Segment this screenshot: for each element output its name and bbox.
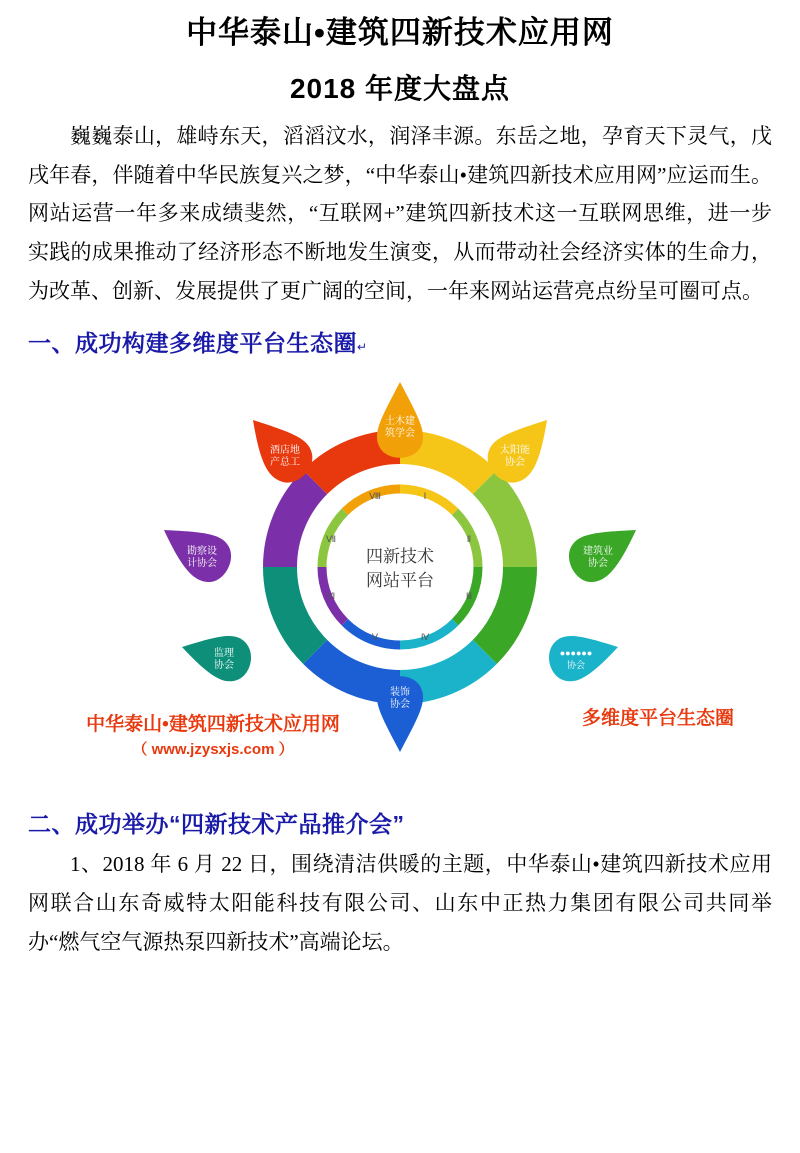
ring-numeral: Ⅴ bbox=[371, 631, 379, 642]
figure-caption-left bbox=[48, 711, 378, 762]
section-heading-2: 二、成功举办“四新技术产品推介会” bbox=[28, 810, 405, 837]
node-label: 勘察设计协会 bbox=[187, 545, 217, 569]
node-label: 土木建筑学会 bbox=[385, 415, 415, 439]
page-title-sub: 2018 年度大盘点 bbox=[289, 72, 511, 104]
ring-numeral: Ⅲ bbox=[465, 590, 473, 601]
figure-caption-left-text: 中华泰山•建筑四新技术应用网 bbox=[86, 713, 340, 735]
intro-paragraph: 巍巍泰山，雄峙东天，滔滔汶水，润泽丰源。东岳之地，孕育天下灵气，戊戌年春，伴随着中华民族复兴之梦，“中华泰山•建筑四新技术应用网”应运而生。网站运营一年多来成绩斐然，“互联网+”建筑四新技术这一互联网思维，进一步实践的成果推动了经济形态不断地发生演变，从而带动社会经济实体的生命力，为改革、创新、发展提供了更广阔的空间，一年来网站运营亮点纷呈可圈可点。 bbox=[28, 123, 772, 304]
ring-numeral: Ⅱ bbox=[466, 533, 472, 544]
ecosystem-figure bbox=[28, 362, 772, 792]
node-label: 监理协会 bbox=[214, 647, 234, 671]
node-label: 装饰协会 bbox=[390, 686, 410, 710]
node-hotel-realestate-chief-engineer[interactable] bbox=[253, 420, 312, 483]
center-line-1: 四新技术 bbox=[366, 546, 434, 566]
node-construction-industry-association[interactable] bbox=[569, 530, 636, 582]
node-label: 酒店地产总工 bbox=[270, 444, 300, 468]
ring-numeral: Ⅷ bbox=[369, 490, 381, 501]
section-2-paragraph: 1、2018 年 6 月 22 日，围绕清洁供暖的主题，中华泰山•建筑四新技术应用网联合山东奇威特太阳能科技有限公司、山东中正热力集团有限公司共同举办“燃气空气源热泵四新技术”高端论坛。 bbox=[28, 851, 772, 954]
inner-ring bbox=[322, 489, 478, 645]
node-solar-association[interactable] bbox=[488, 420, 547, 483]
node-label: 建筑业协会 bbox=[583, 545, 613, 569]
node-survey-design-association[interactable] bbox=[164, 530, 231, 582]
diagram-center-label bbox=[366, 547, 434, 590]
figure-caption-right: 多维度平台生态圈 bbox=[581, 707, 734, 729]
page-title-main: 中华泰山•建筑四新技术应用网 bbox=[186, 15, 614, 50]
ring-numeral: Ⅳ bbox=[420, 631, 430, 642]
ring-numeral: Ⅵ bbox=[326, 590, 336, 601]
node-generic-association[interactable] bbox=[549, 636, 618, 681]
center-line-2: 网站平台 bbox=[366, 570, 434, 590]
section-heading-1-mark: ↵ bbox=[357, 339, 368, 354]
section-heading-1 bbox=[28, 325, 772, 358]
outer-ring bbox=[280, 447, 520, 687]
ring-numeral: Ⅶ bbox=[325, 533, 337, 544]
node-supervision-association[interactable] bbox=[182, 636, 251, 681]
ring-numeral: Ⅰ bbox=[423, 490, 427, 501]
node-label: ●●●●●●协会 bbox=[559, 647, 593, 670]
figure-caption-left-url: （ www.jzysxjs.com ） bbox=[132, 741, 294, 759]
section-heading-1-text: 一、成功构建多维度平台生态圈 bbox=[28, 329, 357, 356]
node-label: 太阳能协会 bbox=[500, 444, 530, 468]
node-decoration-association[interactable] bbox=[377, 676, 423, 752]
node-civil-engineering[interactable] bbox=[377, 382, 423, 458]
